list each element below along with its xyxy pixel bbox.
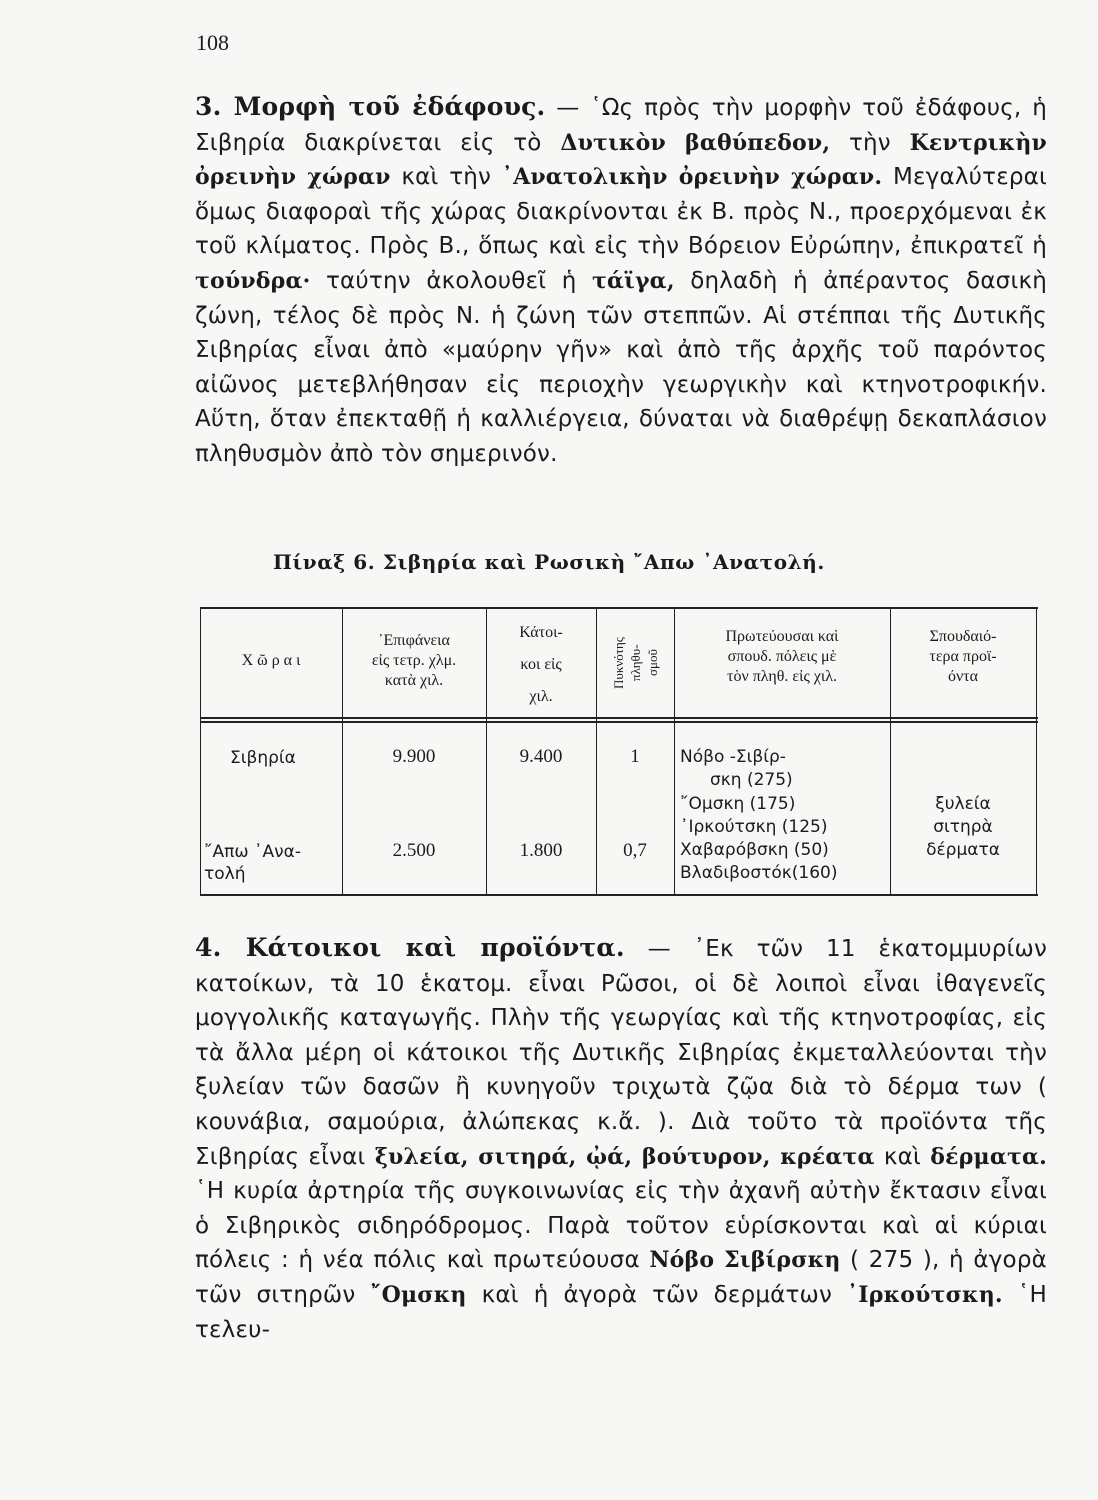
header-line: Πρωτεύουσαι καὶ bbox=[725, 628, 839, 645]
header-area bbox=[342, 631, 486, 691]
header-density bbox=[596, 611, 674, 715]
header-line: όντα bbox=[947, 668, 979, 685]
city-line: σκη (275) bbox=[710, 770, 793, 791]
header-line: Σπουδαιό- bbox=[929, 628, 997, 645]
city-line: ῎Ομσκη (175) bbox=[680, 793, 796, 814]
header-line: κοι εἰς bbox=[520, 656, 562, 673]
bold-term: ξυλεία, σιτηρά, ᾠά, βούτυρον, κρέατα bbox=[374, 1143, 875, 1170]
header-line: τὸν πληθ. εἰς χιλ. bbox=[727, 668, 837, 685]
header-line: κατὰ χιλ. bbox=[384, 672, 444, 689]
table-column-border bbox=[1036, 607, 1037, 896]
row2-country bbox=[204, 841, 301, 885]
table-bottom-rule bbox=[200, 894, 1038, 896]
header-capitals bbox=[674, 627, 890, 687]
bold-term: ῎Ομσκη bbox=[370, 1281, 467, 1308]
row1-density: 1 bbox=[630, 746, 640, 767]
product-item: σιτηρὰ bbox=[933, 817, 993, 837]
header-line: Πυκνότης bbox=[610, 637, 626, 689]
header-line: πληθυ- bbox=[627, 644, 643, 682]
country-line: ῎Απω ᾿Ανα- bbox=[204, 842, 301, 862]
header-line: εἰς τετρ. χλμ. bbox=[371, 652, 457, 669]
text-run: ῾Η κυρία ἀρτηρία τῆς συγκοινωνίας εἰς τὴν ἀχανῆ αὐτὴν ἔκτασιν εἶναι ὁ Σιβηρικὸς σιδηρόδρομος. Παρὰ τοῦτον εὑρίσκονται καὶ αἱ κύριαι πόλεις : ἡ νέα πόλις καὶ πρωτεύουσα bbox=[195, 1178, 1047, 1274]
header-line: τερα προϊ- bbox=[929, 648, 997, 665]
bold-term: ᾿Ιρκούτσκη. bbox=[847, 1281, 1003, 1308]
row1-country: Σιβηρία bbox=[230, 748, 296, 768]
text-run: δηλαδὴ ἡ ἀπέραντος δασικὴ ζώνη, τέλος δὲ πρὸς Ν. ἡ ζώνη τῶν στεππῶν. Αἱ στέππαι τῆς Δυτικῆς Σιβηρίας εἶναι ἀπὸ «μαύρην γῆν» καὶ ἀπὸ τῆς ἀρχῆς τοῦ παρόντος αἰῶνος μετεβλήθησαν εἰς περιοχὴν γεωργικὴν καὶ κτηνοτροφικήν. Αὕτη, ὅταν ἐπεκταθῇ ἡ καλλιέργεια, δύναται νὰ διαθρέψῃ δεκαπλάσιον πληθυσμὸν ἀπὸ τὸν σημερινόν. bbox=[195, 267, 1047, 467]
text-run: καὶ τὴν bbox=[390, 164, 502, 191]
text-run: καὶ ἡ ἀγορὰ τῶν δερμάτων bbox=[466, 1281, 848, 1308]
table-header-rule bbox=[200, 717, 1038, 719]
header-countries: Χ ῶ ρ α ι bbox=[241, 652, 301, 669]
city-line: Νόβο -Σιβίρ- bbox=[680, 747, 786, 767]
bold-term: τάϊγα, bbox=[591, 267, 675, 294]
row1-inhabitants: 9.400 bbox=[519, 746, 563, 767]
table-top-rule bbox=[200, 607, 1038, 609]
section-3-paragraph bbox=[195, 90, 1047, 472]
row2-inhabitants: 1.800 bbox=[519, 840, 563, 861]
products-list bbox=[890, 793, 1036, 862]
text-run: καὶ bbox=[874, 1143, 931, 1170]
data-table bbox=[200, 607, 1038, 897]
product-item: δέρματα bbox=[926, 840, 1000, 860]
row1-area: 9.900 bbox=[392, 746, 436, 767]
bold-term: ᾿Ανατολικὴν ὀρεινὴν χώραν. bbox=[501, 164, 883, 191]
text-run: ταύτην ἀκολουθεῖ ἡ bbox=[310, 267, 592, 294]
bold-term: Νόβο Σιβίρσκη bbox=[649, 1247, 841, 1274]
table-header-rule-double bbox=[200, 721, 1038, 723]
bold-term: δέρματα. bbox=[930, 1143, 1047, 1170]
table-caption: Πίναξ 6. Σιβηρία καὶ Ρωσικὴ ῎Απω ᾿Ανατολή. bbox=[273, 550, 825, 574]
row2-area: 2.500 bbox=[392, 840, 436, 861]
section-4-heading: 4. Κάτοικοι καὶ προϊόντα. bbox=[195, 933, 625, 962]
text-run: — ῾Ως πρὸς τὴν μορφὴν τοῦ ἐδάφους, ἡ Σιβηρία διακρίνεται εἰς τὸ bbox=[195, 95, 1047, 156]
city-line: ᾿Ιρκούτσκη (125) bbox=[680, 816, 828, 837]
city-line: Βλαδιβοστόκ(160) bbox=[680, 863, 838, 884]
header-line: χιλ. bbox=[529, 688, 553, 705]
text-run: — ᾿Εκ τῶν 11 ἑκατομμυρίων κατοίκων, τὰ 10 ἑκατομ. εἶναι Ρῶσοι, οἱ δὲ λοιποὶ εἶναι ἰθαγενεῖς μογγολικῆς καταγωγῆς. Πλὴν τῆς γεωργίας καὶ τῆς κτηνοτροφίας, εἰς τὰ ἄλλα μέρη οἱ κάτοικοι τῆς Δυτικῆς Σιβηρίας ἐκμεταλλεύονται τὴν ξυλείαν τῶν δασῶν ἢ κυνηγοῦν τριχωτὰ ζῷα διὰ τὸ δέρμα των ( κουνάβια, σαμούρια, ἀλώπεκας κ.ἄ. ). Διὰ τοῦτο τὰ προϊόντα τῆς Σιβηρίας εἶναι bbox=[195, 936, 1047, 1170]
header-line: Κάτοι- bbox=[519, 624, 563, 641]
header-line: σπουδ. πόλεις μὲ bbox=[727, 648, 837, 665]
bold-term: τούνδρα· bbox=[195, 267, 311, 294]
bold-term: Κεντρικὴν ὀρεινὴν χώραν bbox=[195, 129, 1047, 191]
header-products bbox=[890, 627, 1036, 687]
page-number: 108 bbox=[196, 30, 229, 55]
text-run: ῾Η τελευ- bbox=[195, 1281, 1047, 1343]
text-run: τὴν bbox=[830, 129, 910, 156]
section-3-heading: 3. Μορφὴ τοῦ ἐδάφους. bbox=[195, 92, 546, 121]
city-line: Χαβαρόβσκη (50) bbox=[680, 840, 829, 861]
header-line: σμοῦ bbox=[644, 649, 660, 677]
product-item: ξυλεία bbox=[935, 794, 991, 814]
cities-list bbox=[680, 746, 876, 886]
row2-density: 0,7 bbox=[623, 840, 647, 861]
text-run: Μεγαλύτεραι ὅμως διαφοραὶ τῆς χώρας διακρίνονται ἐκ Β. πρὸς Ν., προερχόμεναι ἐκ τοῦ κλίματος. Πρὸς Β., ὅπως καὶ εἰς τὴν Βόρειον Εὐρώπην, ἐπικρατεῖ ἡ bbox=[195, 164, 1047, 260]
header-line: ᾿Επιφάνεια bbox=[378, 632, 450, 649]
section-4-paragraph bbox=[195, 931, 1047, 1347]
text-run: ( 275 ), ἡ ἀγορὰ τῶν σιτηρῶν bbox=[195, 1247, 1047, 1308]
header-inhabitants bbox=[486, 617, 596, 713]
country-line: τολή bbox=[204, 864, 246, 884]
bold-term: Δυτικὸν βαθύπεδον, bbox=[560, 129, 831, 156]
